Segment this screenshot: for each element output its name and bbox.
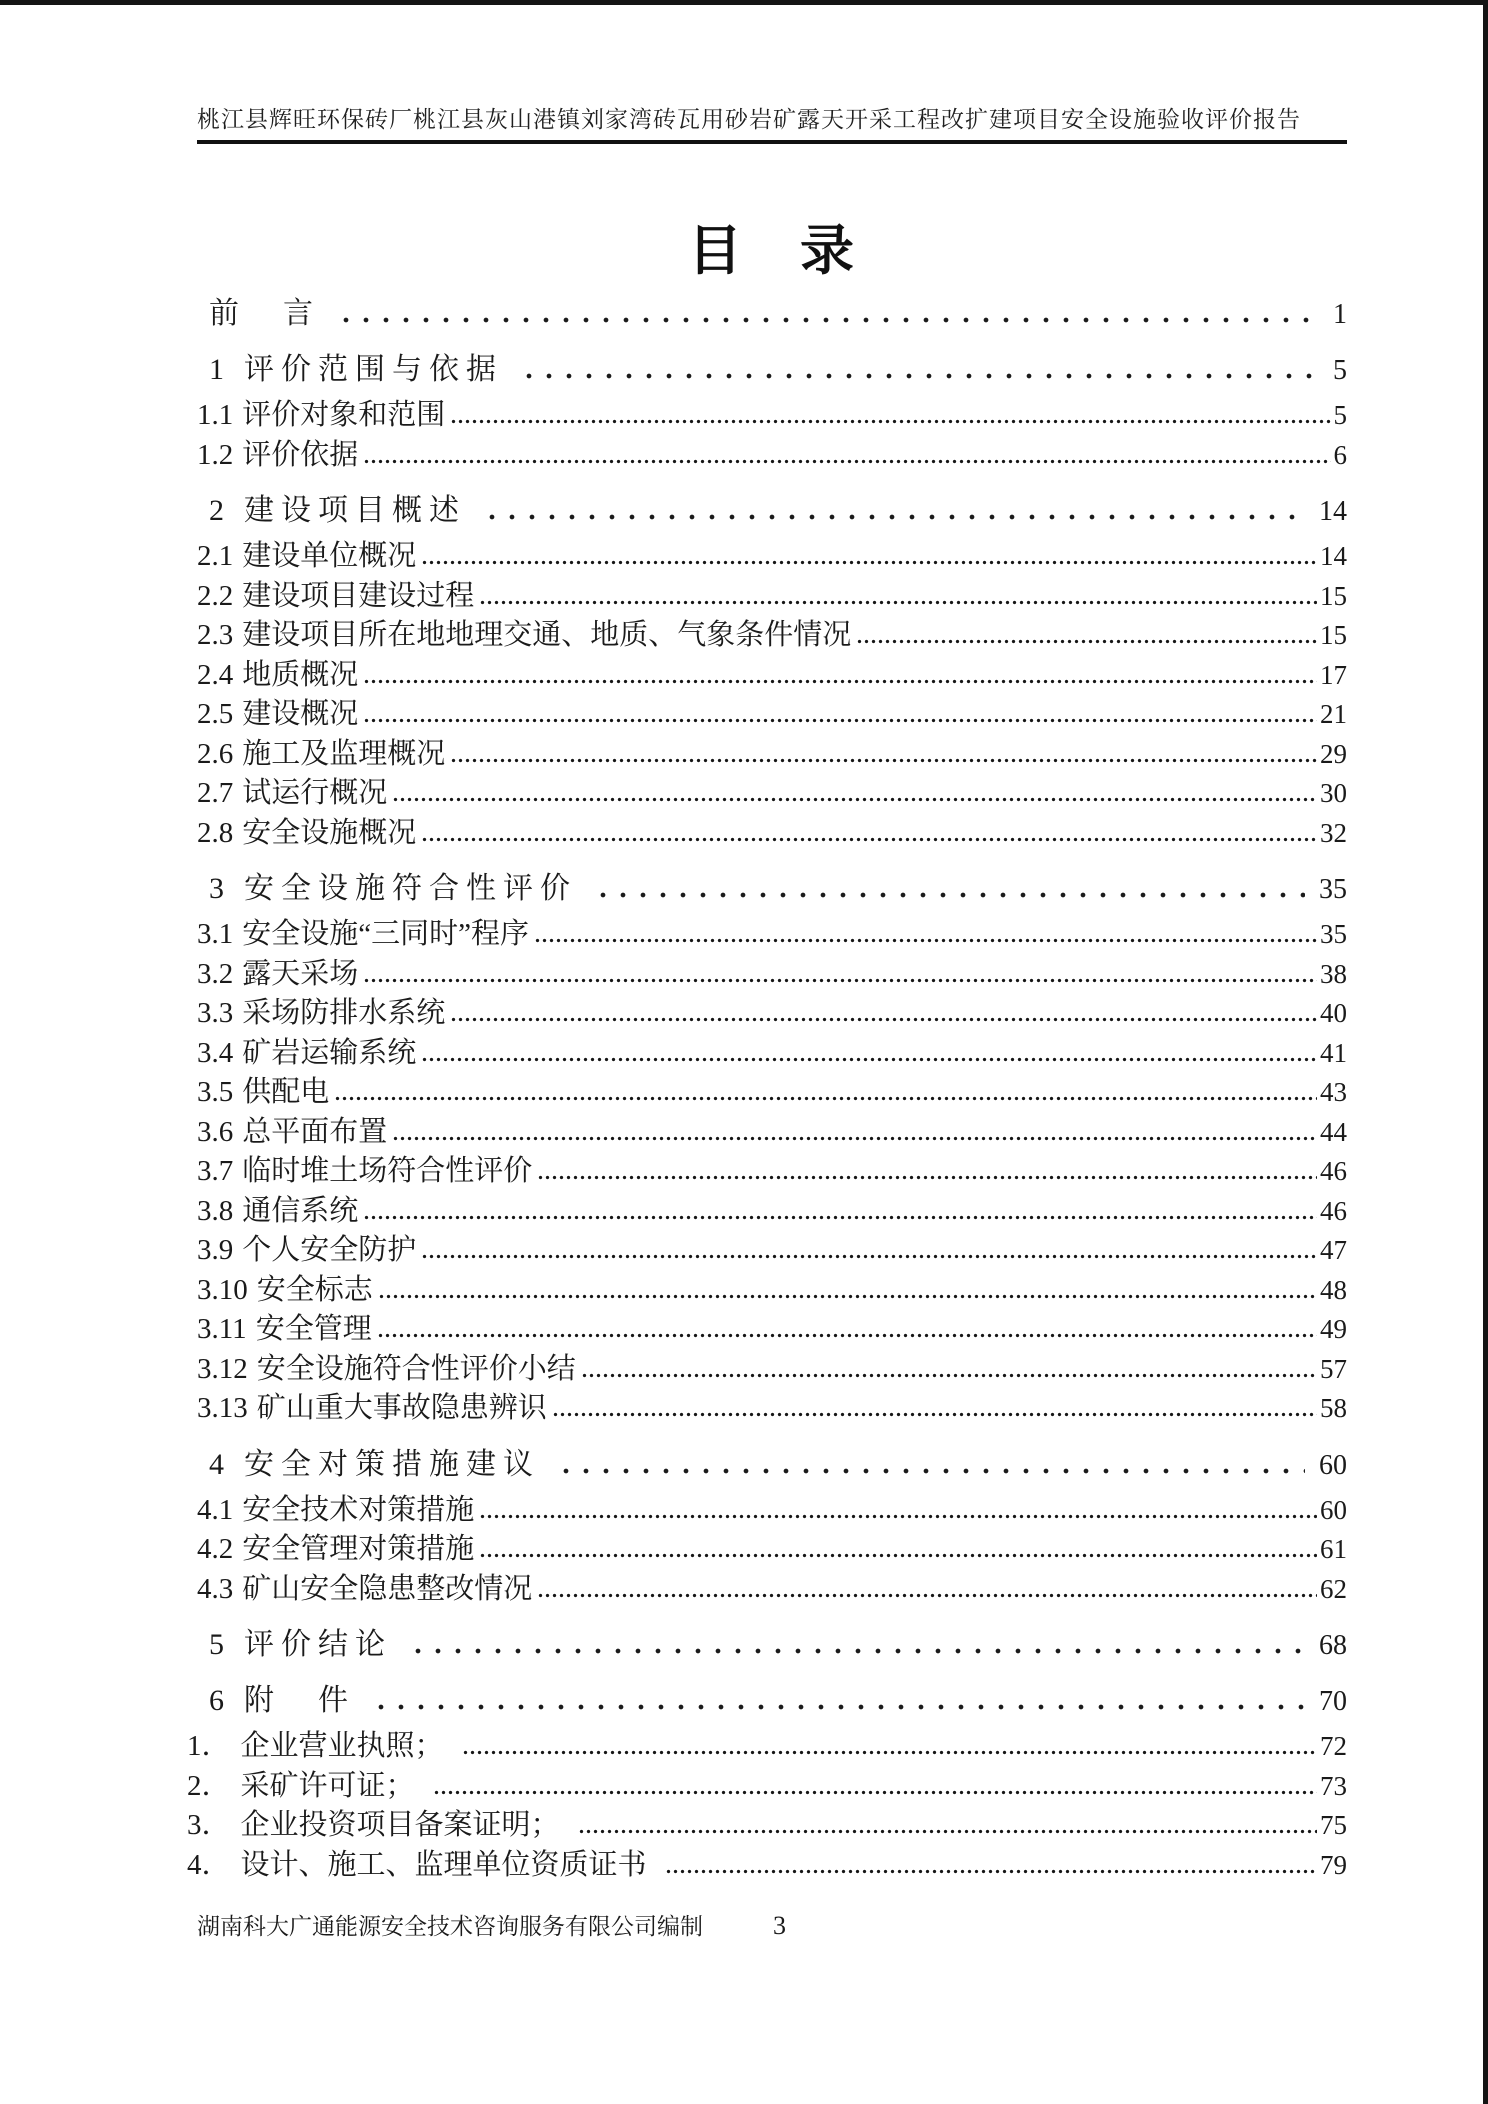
toc-entry [197,656,1347,696]
toc-entry [197,1681,1347,1721]
toc-entry-title: 露天采场 [242,957,359,990]
toc-entry-page: 49 [1320,1314,1347,1344]
toc-entry-page: 62 [1320,1573,1347,1604]
toc-entry-page: 29 [1320,738,1347,769]
toc-entry [197,1389,1347,1429]
dot-leader [552,1412,1317,1417]
toc-entry-page: 44 [1320,1116,1347,1147]
dot-leader [371,1704,1305,1710]
scan-edge-top [0,0,1488,5]
toc-entry [197,735,1347,775]
toc-entry [197,1625,1347,1665]
toc-entry-number: 1.1 [197,399,234,431]
toc-entry-title: 通信系统 [242,1194,359,1227]
toc-entry [197,1530,1347,1570]
dot-leader [363,1215,1317,1220]
dot-leader [421,1254,1317,1259]
toc-entry [197,994,1347,1034]
toc-entry-title: 采场防排水系统 [242,997,446,1029]
toc-entry [187,1846,1347,1886]
toc-entry-page: 73 [1320,1770,1347,1801]
toc-entry-page: 79 [1320,1849,1347,1880]
footer-company: 湖南科大广通能源安全技术咨询服务有限公司编制 [197,1914,703,1939]
toc-entry [197,774,1347,814]
toc-entry-page: 46 [1320,1195,1347,1226]
toc-entry [197,1570,1347,1610]
toc-entry-title: 建设项目概述 [244,494,466,527]
toc-entry [197,577,1347,617]
toc-entry-page: 38 [1320,958,1347,989]
toc-entry-number: 4.2 [197,1533,234,1565]
toc-entry-number: 1 [209,353,224,386]
toc-entry-page: 70 [1319,1686,1347,1717]
dot-leader [537,1593,1317,1598]
toc-entry-title: 评价结论 [244,1628,392,1661]
toc-entry-title: 建设项目所在地地理交通、地质、气象条件情况 [242,619,852,651]
toc-entry-number: 3.1 [197,918,234,950]
toc-entry-number: 4.3 [197,1572,234,1605]
dot-leader [408,1648,1305,1654]
toc-entry-title: 安全设施符合性评价 [244,872,577,905]
footer-page-number: 3 [773,1911,786,1940]
toc-entry-number: 3.13 [197,1392,248,1424]
toc-entry-title: 临时堆土场符合性评价 [242,1155,533,1187]
toc-entry-number: 3． [187,1809,231,1841]
dot-leader [363,459,1330,464]
toc-entry-page: 5 [1333,400,1347,430]
toc-entry-title: 建设项目建设过程 [242,579,475,612]
toc-entry-title: 矿山安全隐患整改情况 [242,1572,533,1605]
table-of-contents [187,294,1347,1885]
toc-entry-title: 矿岩运输系统 [242,1036,417,1069]
toc-entry-number: 3.8 [197,1194,234,1227]
toc-entry-page: 60 [1319,1449,1347,1481]
toc-entry-title: 安全标志 [256,1273,373,1306]
toc-entry [197,1445,1347,1485]
dot-leader [377,1333,1317,1338]
toc-entry-title: 安全技术对策措施 [242,1493,475,1526]
dot-leader [392,797,1317,802]
toc-entry-number: 4 [209,1447,224,1481]
toc-entry-page: 68 [1319,1630,1347,1661]
toc-entry-title: 设计、施工、监理单位资质证书 [240,1848,647,1881]
toc-entry-number: 3.12 [197,1352,248,1385]
toc-entry-number: 2.8 [197,816,234,849]
toc-entry-number: 2.4 [197,658,234,691]
toc-entry-title: 安全设施概况 [242,816,417,849]
toc-entry-page: 1 [1333,299,1347,330]
dot-leader [450,419,1330,424]
toc-entry-page: 14 [1319,496,1347,527]
toc-entry [197,869,1347,909]
toc-entry-title: 安全管理 [255,1313,372,1345]
toc-entry-page: 58 [1320,1393,1347,1423]
dot-leader [363,718,1317,723]
toc-entry-page: 15 [1320,620,1347,650]
toc-entry-title: 评价依据 [242,438,359,471]
dot-leader [433,1790,1317,1795]
toc-entry-title: 安全设施符合性评价小结 [256,1352,576,1385]
page-header [197,0,1347,144]
dot-leader [482,514,1305,520]
toc-entry-title: 矿山重大事故隐患辨识 [256,1392,547,1424]
toc-entry [197,294,1347,334]
dot-leader [479,1553,1317,1558]
toc-entry-number: 3.4 [197,1036,234,1069]
toc-entry-page: 43 [1320,1077,1347,1107]
toc-entry-page: 48 [1320,1274,1347,1305]
dot-leader [334,1096,1317,1101]
toc-entry [197,915,1347,955]
toc-entry-title: 安全管理对策措施 [242,1533,475,1565]
toc-entry-number: 2.7 [197,777,234,809]
toc-entry-number: 5 [209,1628,224,1661]
toc-entry-number: 2． [187,1769,231,1802]
toc-entry [197,396,1347,436]
toc-entry-page: 32 [1320,817,1347,848]
dot-leader [537,1175,1317,1180]
toc-entry-page: 15 [1320,580,1347,611]
toc-entry-page: 46 [1320,1156,1347,1186]
toc-entry-title: 试运行概况 [242,777,388,809]
dot-leader [363,978,1317,983]
dot-leader [392,1136,1317,1141]
toc-entry [197,1271,1347,1311]
toc-entry [197,491,1347,531]
toc-entry-number: 3.10 [197,1273,248,1306]
page-footer [197,1911,1347,1942]
toc-entry-page: 40 [1320,998,1347,1028]
page-title: 目 录 [688,221,856,281]
toc-entry-page: 60 [1320,1494,1347,1525]
dot-leader [519,373,1319,379]
toc-entry-number: 3 [209,872,224,905]
toc-entry-page: 35 [1319,874,1347,905]
toc-entry [197,436,1347,476]
toc-entry-page: 72 [1320,1731,1347,1761]
toc-entry-number: 3.11 [197,1313,247,1345]
dot-leader [421,837,1317,842]
toc-entry-title: 建设单位概况 [242,540,417,572]
toc-entry [197,1192,1347,1232]
toc-entry [187,1727,1347,1767]
toc-entry-title: 安全对策措施建议 [244,1447,540,1481]
toc-entry-number: 1． [187,1730,231,1762]
toc-entry-number: 4． [187,1848,231,1881]
toc-entry [197,1113,1347,1153]
toc-entry-title: 个人安全防护 [242,1234,417,1266]
header-title: 桃江县辉旺环保砖厂桃江县灰山港镇刘家湾砖瓦用砂岩矿露天开采工程改扩建项目安全设施验收评价报告 [197,107,1301,132]
dot-leader [462,1750,1317,1755]
toc-entry [197,1310,1347,1350]
toc-entry [197,350,1347,390]
toc-entry [197,1152,1347,1192]
dot-leader [556,1468,1305,1474]
toc-entry-title: 建设概况 [242,698,359,730]
dot-leader [856,639,1317,644]
toc-entry-number: 2.2 [197,579,234,612]
toc-entry-page: 5 [1333,355,1347,386]
toc-entry [197,537,1347,577]
header-rule [197,140,1347,144]
dot-leader [450,1017,1317,1022]
toc-entry-page: 21 [1320,699,1347,729]
toc-entry-title: 企业投资项目备案证明； [240,1809,560,1841]
dot-leader [534,938,1317,943]
toc-entry [187,1767,1347,1807]
toc-entry [197,814,1347,854]
dot-leader [378,1294,1317,1299]
toc-entry-title: 评价范围与依据 [244,353,503,386]
toc-entry-page: 75 [1320,1810,1347,1840]
toc-entry-number: 6 [209,1684,224,1717]
dot-leader [363,679,1317,684]
toc-entry [197,695,1347,735]
toc-entry-page: 47 [1320,1235,1347,1265]
toc-entry-title: 施工及监理概况 [242,737,446,770]
toc-entry-number: 1.2 [197,438,234,471]
toc-entry-title: 前 言 [209,297,320,330]
toc-entry-number: 2.3 [197,619,234,651]
toc-entry-title: 供配电 [242,1076,330,1108]
dot-leader [593,892,1305,898]
toc-entry [197,1034,1347,1074]
dot-leader [421,560,1317,565]
toc-entry-page: 61 [1320,1534,1347,1564]
toc-entry [197,616,1347,656]
toc-entry-title: 总平面布置 [242,1115,388,1148]
toc-entry-number: 3.7 [197,1155,234,1187]
toc-entry-number: 3.9 [197,1234,234,1266]
dot-leader [336,317,1319,323]
toc-entry-number: 3.3 [197,997,234,1029]
dot-leader [479,600,1317,605]
dot-leader [421,1057,1317,1062]
toc-entry-number: 3.5 [197,1076,234,1108]
toc-entry-number: 3.2 [197,957,234,990]
toc-entry-page: 41 [1320,1037,1347,1068]
toc-entry [197,1073,1347,1113]
dot-leader [665,1869,1317,1874]
toc-entry-title: 附 件 [244,1684,355,1717]
toc-entry-number: 4.1 [197,1493,234,1526]
toc-entry-page: 6 [1333,439,1347,470]
toc-entry-page: 17 [1320,659,1347,690]
toc-entry [197,955,1347,995]
toc-entry-number: 2.6 [197,737,234,770]
toc-entry-page: 30 [1320,778,1347,808]
dot-leader [450,758,1317,763]
scan-edge-right [1483,0,1488,2104]
toc-entry-number: 2 [209,494,224,527]
toc-entry-page: 14 [1320,541,1347,571]
toc-entry [197,1491,1347,1531]
toc-entry [187,1806,1347,1846]
toc-entry-title: 安全设施“三同时”程序 [242,918,529,950]
toc-entry-title: 企业营业执照； [240,1730,444,1762]
toc-entry-number: 3.6 [197,1115,234,1148]
toc-entry-number: 2.5 [197,698,234,730]
dot-leader [581,1373,1317,1378]
toc-entry-title: 地质概况 [242,658,359,691]
toc-entry [197,1350,1347,1390]
dot-leader [578,1829,1317,1834]
toc-entry-title: 评价对象和范围 [242,399,446,431]
toc-entry-number: 2.1 [197,540,234,572]
toc-entry-page: 57 [1320,1353,1347,1384]
toc-entry [197,1231,1347,1271]
toc-entry-title: 采矿许可证； [240,1769,415,1802]
toc-entry-page: 35 [1320,919,1347,949]
dot-leader [479,1514,1317,1519]
